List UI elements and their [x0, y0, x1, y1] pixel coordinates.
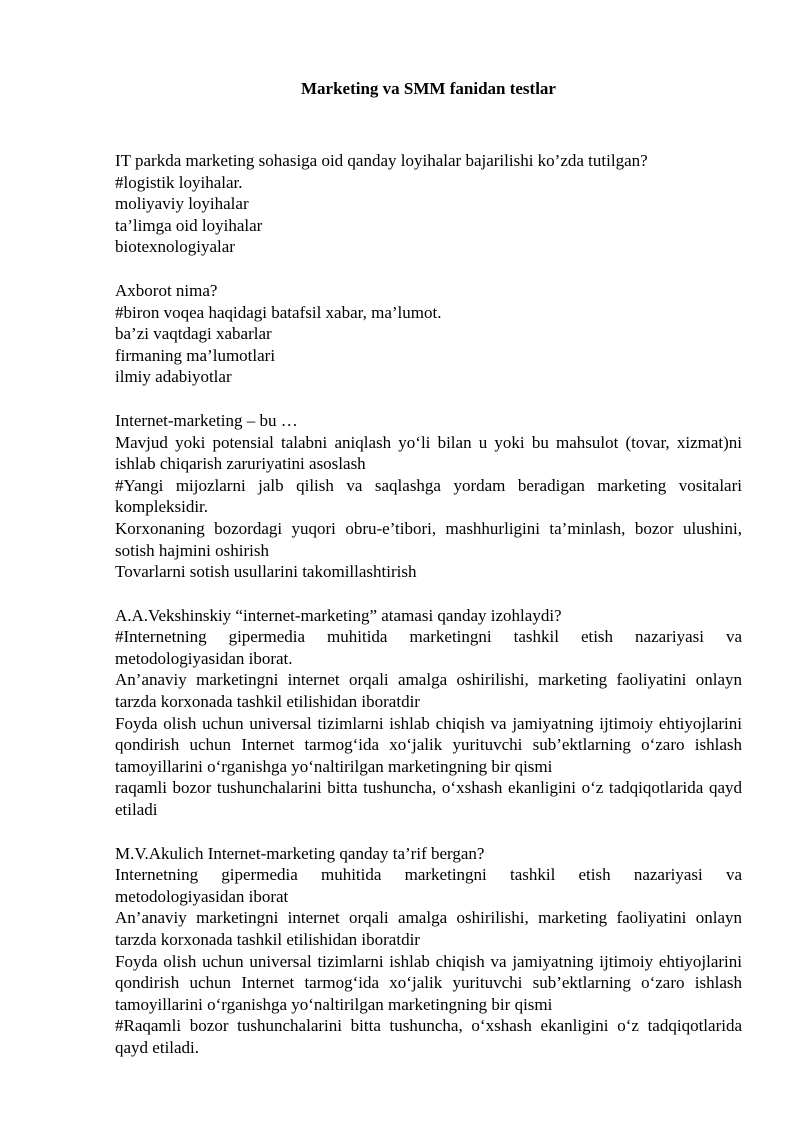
answer-option: Foyda olish uchun universal tizimlarni ishlab chiqish va jamiyatning ijtimoiy ehtiyojlarini qondirish uchun Internet tarmog‘ida xo‘jalik yurituvchi sub’ektlarning o‘zaro ishlash tamoyillarini o‘rganishga yo‘naltirilgan marketingning bir qismi	[115, 713, 742, 776]
answer-option: #Raqamli bozor tushunchalarini bitta tushuncha, o‘xshash ekanligini o‘z tadqiqotlarida qayd etiladi.	[115, 1016, 742, 1057]
question-text: Internet-marketing – bu …	[115, 410, 298, 430]
answer-option: raqamli bozor tushunchalarini bitta tushuncha, o‘xshash ekanligini o‘z tadqiqotlarida qayd etiladi	[115, 778, 742, 820]
document-title: Marketing va SMM fanidan testlar	[301, 79, 556, 98]
question-block-3	[115, 410, 742, 583]
answer-option: #logistik loyihalar.	[115, 172, 243, 192]
question-block-4	[115, 605, 742, 821]
answer-option: ilmiy adabiyotlar	[115, 367, 232, 387]
answer-option: ba’zi vaqtdagi xabarlar	[115, 324, 272, 344]
answer-option: Tovarlarni sotish usullarini takomillashtirish	[115, 562, 417, 582]
answer-option: Foyda olish uchun universal tizimlarni ishlab chiqish va jamiyatning ijtimoiy ehtiyojlarini qondirish uchun Internet tarmog‘ida xo‘jalik yurituvchi sub’ektlarning o‘zaro ishlash tamoyillarini o‘rganishga yo‘naltirilgan marketingning bir qismi	[115, 951, 742, 1014]
answer-option: moliyaviy loyihalar	[115, 194, 249, 214]
answer-option: #biron voqea haqidagi batafsil xabar, ma’lumot.	[115, 302, 442, 322]
answer-option: firmaning ma’lumotlari	[115, 345, 276, 365]
answer-option: An’anaviy marketingni internet orqali amalga oshirilishi, marketing faoliyatini onlayn tarzda korxonada tashkil etilishidan iboratdir	[115, 670, 742, 712]
question-text: IT parkda marketing sohasiga oid qanday loyihalar bajarilishi ko’zda tutilgan?	[115, 151, 648, 170]
answer-option: An’anaviy marketingni internet orqali amalga oshirilishi, marketing faoliyatini onlayn tarzda korxonada tashkil etilishidan iboratdir	[115, 908, 742, 949]
question-text: A.A.Vekshinskiy “internet-marketing” atamasi qanday izohlaydi?	[115, 605, 562, 625]
question-block-1	[115, 150, 742, 258]
question-text: Axborot nima?	[115, 280, 218, 300]
answer-option: Internetning gipermedia muhitida marketingni tashkil etish nazariyasi va metodologiyasidan iborat	[115, 865, 742, 906]
answer-option: Mavjud yoki potensial talabni aniqlash yo‘li bilan u yoki bu mahsulot (tovar, xizmat)ni ishlab chiqarish zaruriyatini asoslash	[115, 432, 742, 474]
answer-option: ta’limga oid loyihalar	[115, 215, 263, 235]
answer-option: #Internetning gipermedia muhitida marketingni tashkil etish nazariyasi va metodologiyasidan iborat.	[115, 627, 742, 668]
question-block-5	[115, 843, 742, 1059]
answer-option: #Yangi mijozlarni jalb qilish va saqlashga yordam beradigan marketing vositalari kompleksidir.	[115, 475, 742, 517]
answer-option: Korxonaning bozordagi yuqori obru-e’tibori, mashhurligini ta’minlash, bozor ulushini, sotish hajmini oshirish	[115, 518, 742, 560]
document-page	[115, 78, 742, 1081]
question-text: M.V.Akulich Internet-marketing qanday ta’rif bergan?	[115, 843, 485, 863]
question-block-2	[115, 280, 742, 388]
answer-option: biotexnologiyalar	[115, 237, 235, 257]
